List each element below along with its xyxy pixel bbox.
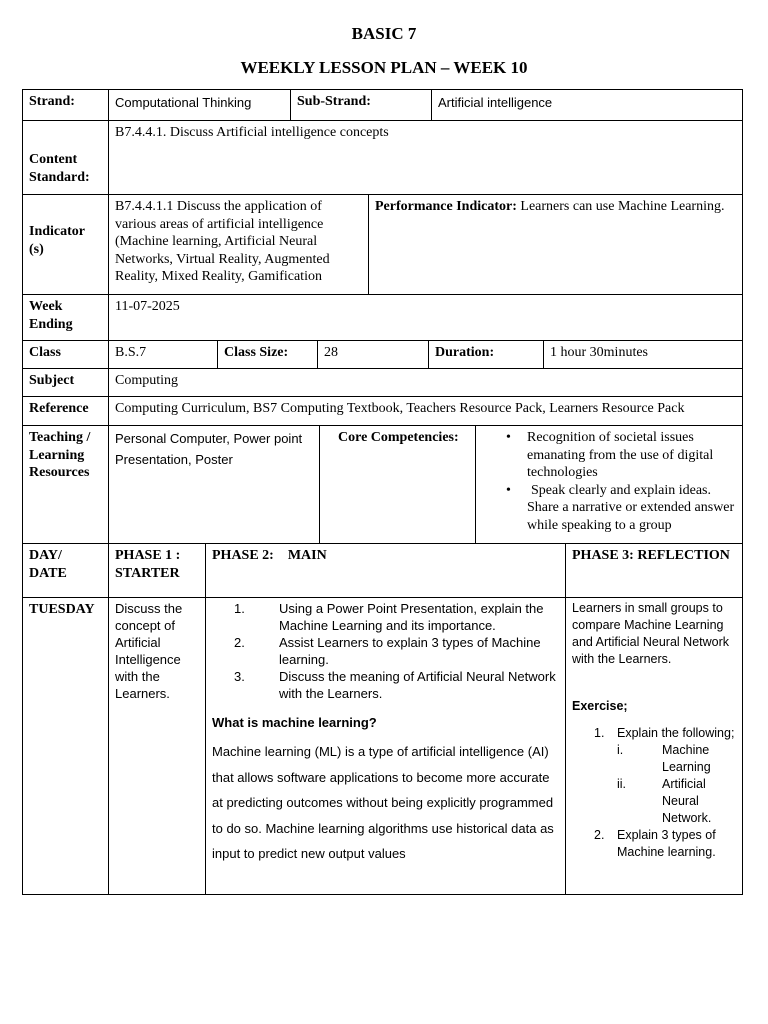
exercise-subitem: i. Machine Learning	[617, 743, 711, 774]
core-competency-item: • Recognition of societal issues emanating from the use of digital technologies	[506, 430, 714, 481]
resources-label: Teaching / Learning Resources	[22, 425, 109, 544]
subject-value: Computing	[108, 368, 743, 397]
core-competencies-list	[475, 425, 743, 544]
reference-label: Reference	[22, 396, 109, 426]
exercise-question: 1. Explain the following; i. Machine Learning ii. Artificial Neural Network.	[594, 726, 735, 825]
exercise-subitem: ii. Artificial Neural Network.	[617, 777, 712, 825]
content-standard-label: Content Standard:	[22, 120, 109, 195]
resources-value-cell	[108, 425, 320, 544]
lesson-day: TUESDAY	[22, 597, 109, 895]
main-activity	[205, 597, 566, 895]
main-step: 1. Using a Power Point Presentation, explain the Machine Learning and its importance.	[234, 601, 544, 633]
class-size-value: 28	[317, 340, 429, 369]
phase1-header: PHASE 1 : STARTER	[108, 543, 206, 598]
content-standard-value: B7.4.4.1. Discuss Artificial intelligence concepts	[108, 120, 743, 195]
performance-indicator	[368, 194, 743, 295]
performance-indicator-label: Performance Indicator:	[375, 199, 517, 214]
document-title: BASIC 7	[351, 24, 417, 43]
phase2-header: PHASE 2: MAIN	[205, 543, 566, 598]
starter-activity: Discuss the concept of Artificial Intelligence with the Learners.	[108, 597, 206, 895]
strand-label: Strand:	[22, 89, 109, 121]
indicator-value: B7.4.4.1.1 Discuss the application of various areas of artificial intelligence (Machine learning, Artificial Neural Networks, Virtual Reality, Augmented Reality, Mixed Reality, Gamification	[108, 194, 369, 295]
sub-strand-label: Sub-Strand:	[290, 89, 432, 121]
main-step: 2. Assist Learners to explain 3 types of Machine learning.	[234, 635, 541, 667]
strand-value: Computational Thinking	[108, 89, 291, 121]
reference-value: Computing Curriculum, BS7 Computing Textbook, Teachers Resource Pack, Learners Resource Pack	[108, 396, 743, 426]
indicator-label: Indicator (s)	[22, 194, 109, 295]
core-competency-item: • Speak clearly and explain ideas. Share a narrative or extended answer while speaking to a group	[506, 482, 735, 533]
phase3-header: PHASE 3: REFLECTION	[565, 543, 743, 598]
main-step: 3. Discuss the meaning of Artificial Neural Network with the Learners.	[234, 669, 556, 701]
exercise-question: 2. Explain 3 types of Machine learning.	[594, 828, 716, 859]
class-size-label: Class Size:	[217, 340, 318, 369]
duration-label: Duration:	[428, 340, 544, 369]
week-ending-value: 11-07-2025	[108, 294, 743, 341]
class-label: Class	[22, 340, 109, 369]
day-date-header: DAY/ DATE	[22, 543, 109, 598]
ml-definition: Machine learning (ML) is a type of artificial intelligence (AI) that allows software applications to become more accurate at predicting outcomes without being explicitly programmed to do so. Machine learning algorithms use historical data as input to predict new output values	[212, 744, 554, 861]
exercise-label: Exercise;	[572, 699, 628, 713]
core-competencies-label: Core Competencies:	[319, 425, 476, 544]
performance-indicator-value: Learners can use Machine Learning.	[520, 199, 725, 214]
reflection-text: Learners in small groups to compare Machine Learning and Artificial Neural Network with the Learners.	[572, 601, 730, 666]
class-value: B.S.7	[108, 340, 218, 369]
document-subtitle: WEEKLY LESSON PLAN – WEEK 10	[240, 58, 528, 77]
sub-strand-value: Artificial intelligence	[431, 89, 743, 121]
duration-value: 1 hour 30minutes	[543, 340, 743, 369]
ml-question: What is machine learning?	[212, 715, 377, 730]
reflection-activity	[565, 597, 743, 895]
week-ending-label: Week Ending	[22, 294, 109, 341]
resources-value: Personal Computer, Power point Presentation, Poster	[115, 431, 303, 467]
subject-label: Subject	[22, 368, 109, 397]
